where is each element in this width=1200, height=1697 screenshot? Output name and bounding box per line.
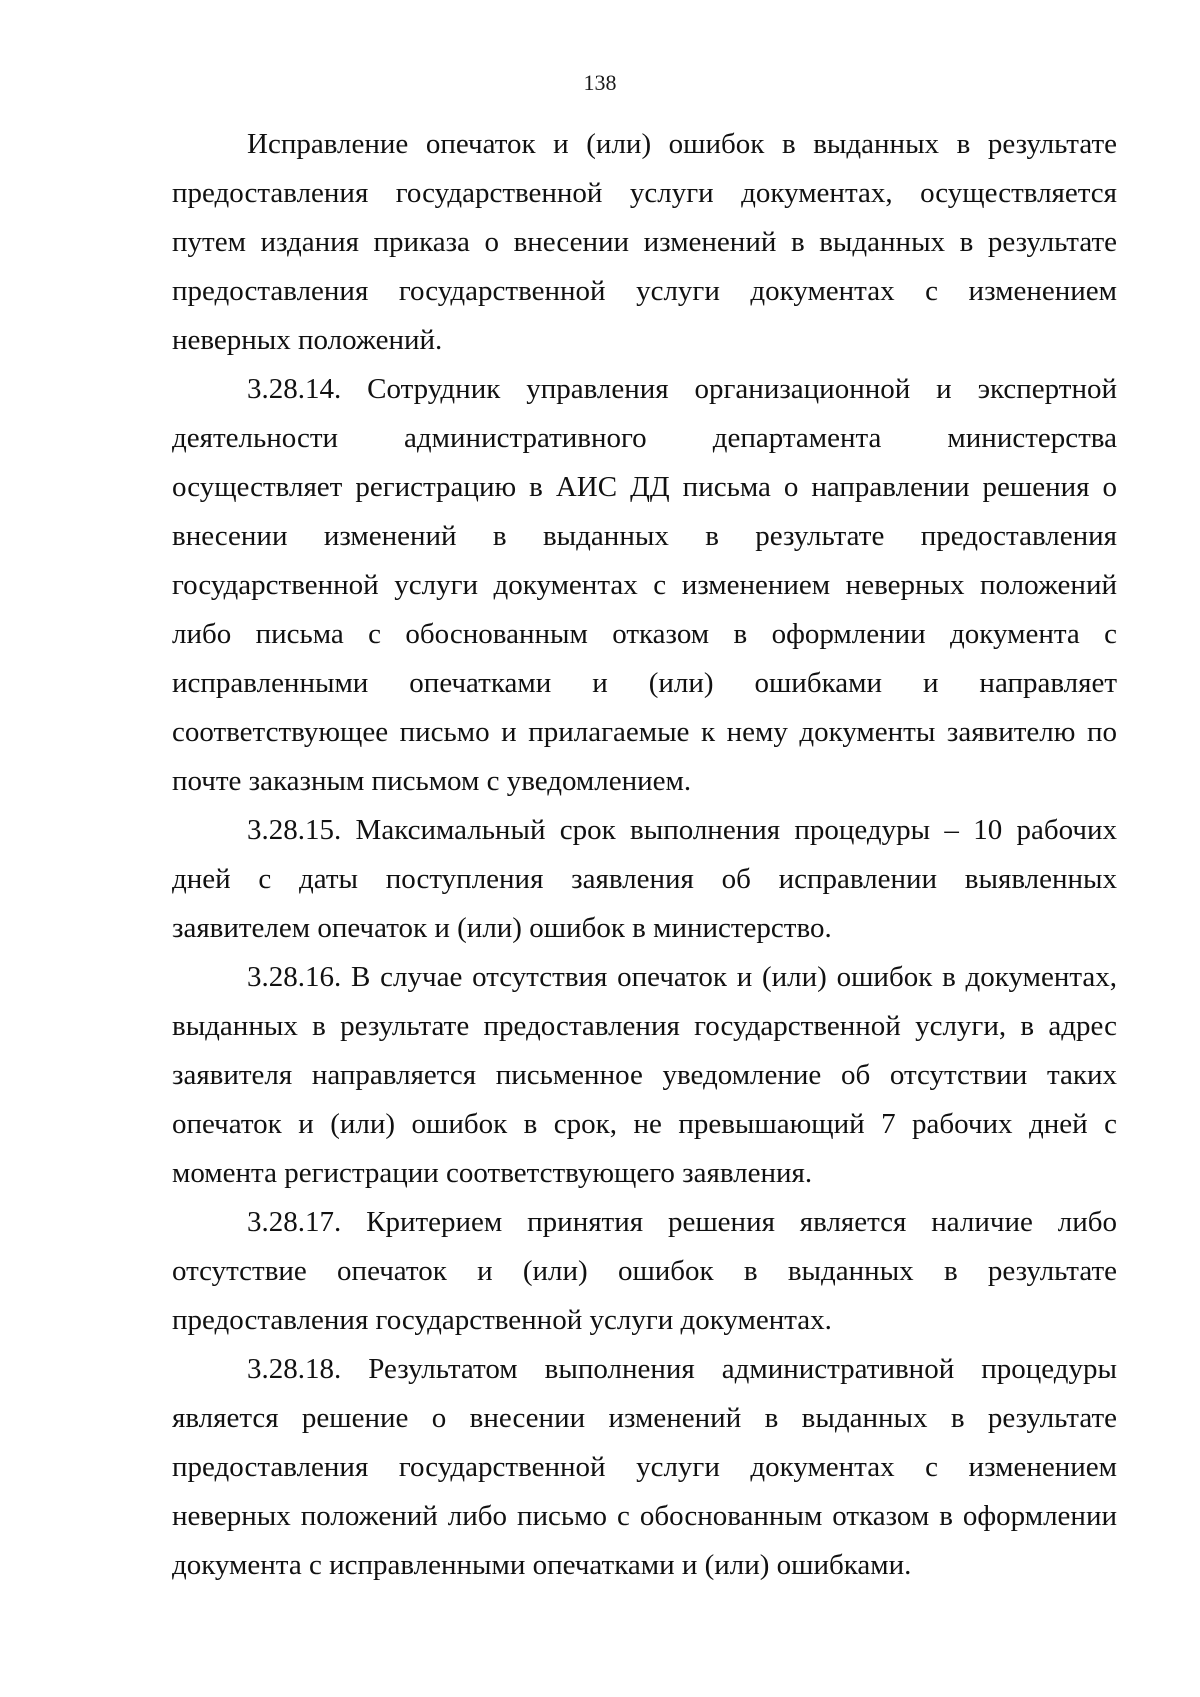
paragraph: 3.28.14. Сотрудник управления организационной и экспертной деятельности административного департамента министерства осуществляет регистрацию в АИС ДД письма о направлении решения о внесении изменений в выданных в результате предоставления государственной услуги документах с изменением неверных положений либо письма с обоснованным отказом в оформлении документа с исправленными опечатками и (или) ошибками и направляет соответствующее письмо и прилагаемые к нему документы заявителю по почте заказным письмом с уведомлением. <box>172 373 1117 797</box>
paragraph: Исправление опечаток и (или) ошибок в выданных в результате предоставления государственной услуги документах, осуществляется путем издания приказа о внесении изменений в выданных в результате предоставления государственной услуги документах с изменением неверных положений. <box>172 128 1117 356</box>
page-number: 138 <box>583 70 617 95</box>
paragraph: 3.28.17. Критерием принятия решения является наличие либо отсутствие опечаток и (или) ошибок в выданных в результате предоставления государственной услуги документах. <box>172 1206 1117 1336</box>
document-body <box>172 120 1117 1590</box>
paragraph: 3.28.16. В случае отсутствия опечаток и (или) ошибок в документах, выданных в результате предоставления государственной услуги, в адрес заявителя направляется письменное уведомление об отсутствии таких опечаток и (или) ошибок в срок, не превышающий 7 рабочих дней с момента регистрации соответствующего заявления. <box>172 961 1117 1189</box>
paragraph: 3.28.15. Максимальный срок выполнения процедуры – 10 рабочих дней с даты поступления заявления об исправлении выявленных заявителем опечаток и (или) ошибок в министерство. <box>172 814 1117 944</box>
paragraph: 3.28.18. Результатом выполнения административной процедуры является решение о внесении изменений в выданных в результате предоставления государственной услуги документах с изменением неверных положений либо письмо с обоснованным отказом в оформлении документа с исправленными опечатками и (или) ошибками. <box>172 1353 1117 1581</box>
